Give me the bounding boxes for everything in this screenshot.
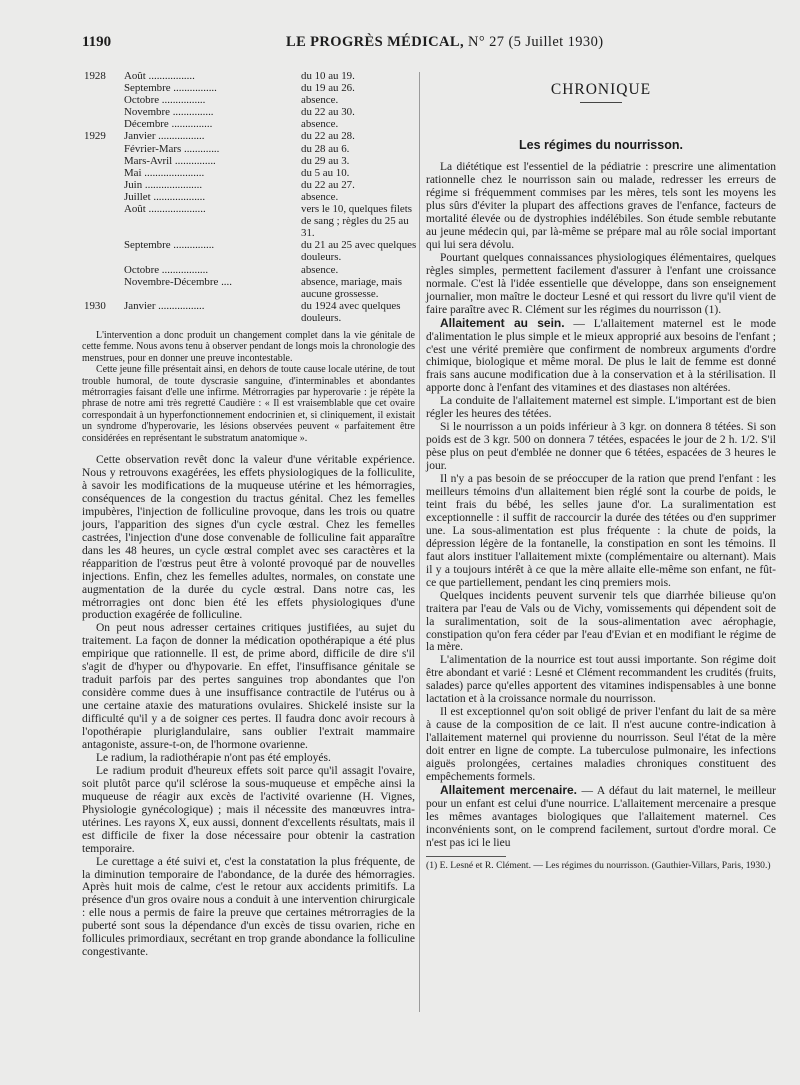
chronology-leader: ..................... (145, 203, 206, 216)
chronology-value: absence. (301, 94, 339, 107)
page-number: 1190 (82, 34, 112, 50)
section-title: CHRONIQUE (550, 81, 652, 98)
paragraph: Pourtant quelques connaissances physiologiques élémentaires, quelques règles simples, permettent facilement d'assurer à l'enfant une croissance normale. C'est là l'idée essentielle que développe, dans son enseignement journalier, mon maître le docteur Lesné et qui ressort du livre qu'il vient de faire paraître avec R. Clément sur les régimes du nourrisson (1). (426, 251, 776, 316)
chronology-row (82, 264, 415, 276)
chronology-row (82, 191, 415, 203)
chronology-month (124, 300, 299, 312)
chronology-leader: ............. (181, 142, 220, 155)
paragraph: Il n'y a pas besoin de se préoccuper de la ration que prend l'enfant : les meilleurs témoins d'un allaitement bien réglé sont la courbe de poids, le teint frais du bébé, les selles jaune d'or. La suralimentation est exceptionnelle : il suffit de raccourcir la durée des tétées ou d'en supprimer une. La sous-alimentation est plus fréquente : la chute de poids, la dépression légère de la fontanelle, la constipation en sont les témoins. Il faut alors instituer l'allaitement mixte (complémentaire ou alternant). Mais il y a toujours intérêt à ce que la mère allaite elle-même son enfant, ne fût-ce que partiellement, pendant les cinq premiers mois. (426, 473, 776, 589)
run-text: — L'allaitement maternel est le mode d'alimentation le plus simple et le mieux approprié aux besoins de l'enfant ; c'est une vérité première que confirment de nombreux arguments d'ordre chimique, biologique et même moral. De plus le lait de femme est donné frais sans aucune modification due à la conservation et à la stérilisation. Il apporte donc à l'enfant des vitamines et des diastases non altérées. (426, 317, 776, 395)
chronology-row (82, 167, 415, 179)
footnote-rule (426, 856, 506, 857)
chronology-leader: ...................... (141, 166, 205, 179)
paragraph (426, 317, 776, 396)
article-body (426, 161, 776, 850)
chronology-leader: ..................... (142, 178, 203, 191)
chronology-month-label: Mai (124, 166, 142, 179)
chronology-leader: .... (218, 275, 232, 288)
chronology-row (82, 276, 415, 300)
chronology-row (82, 106, 415, 118)
chronology-row (82, 300, 415, 324)
chronology-leader: ................ (170, 82, 217, 95)
chronology-value: du 22 au 27. (301, 178, 355, 191)
paragraph: L'intervention a donc produit un changement complet dans la vie génitale de cette femme. Nous avons tenu à observer pendant de longs mois la chronologie des menstrues, pour en donner une preuve incontestable. (82, 329, 415, 364)
chronology-leader: ................... (150, 190, 206, 203)
paragraph: Cette jeune fille présentait ainsi, en dehors de toute cause locale utérine, de tout trouble humoral, de toute dyscrasie sanguine, d'interminables et abondantes métrorragies faisant d'elle une infirme. Métrorragies par hyperovarie : je répète la phrase de notre ami très regretté Caudière : « Il est vraisemblable que cet ovaire correspondait à un hyperfonctionnement endocrinien et, si cliniquement, il existait un syndrome d'hyperovarie, les lésions observées peuvent « parfaitement être considérées en représentant le substratum anatomique ». (82, 364, 415, 444)
paragraph: Le radium, la radiothérapie n'ont pas été employés. (96, 751, 331, 764)
chronology-month-label: Octobre (124, 263, 160, 276)
paragraph: Cette observation revêt donc la valeur d'une véritable expérience. Nous y retrouvons exagérées, les effets physiologiques de la folliculite, à savoir les modifications de la muqueuse utérine et les hémorragies, conséquences de la congestion du tractus génital. Chez les femelles impubères, l'injection de folliculine provoque, dans les trois ou quatre jours, l'apparition des signes d'un cycle œstral. Chez les femelles castrées, l'injection d'une dose convenable de folliculine fait apparaître dans les 48 heures, un cycle œstral complet avec ses caractères et la réapparition de l'œstrus peut être à volonté provoqué par de nouvelles injections. Enfin, chez les femelles adultes, normales, on constate une augmentation de la durée du cycle œstral. Dans notre cas, les métrorragies ont donc bien été les effets physiologiques d'une production exagérée de folliculine. (82, 454, 415, 622)
menstrual-chronology (82, 70, 415, 324)
chronology-value: du 22 au 28. (301, 130, 355, 143)
article-title: Les régimes du nourrisson. (519, 138, 683, 153)
chronology-leader: ................. (145, 70, 195, 82)
chronology-month (124, 239, 299, 251)
chronology-row (82, 70, 415, 82)
paragraph: Il est exceptionnel qu'on soit obligé de priver l'enfant du lait de sa mère à cause de la composition de ce lait. Il n'est aucune contre-indication à l'allaitement maternel qui provienne du nourrisson. Seul l'état de la mère doit entrer en ligne de compte. La tuberculose pulmonaire, les infections aiguës prolongées, certaines maladies chroniques constituent des empêchements formels. (426, 706, 776, 783)
chronology-month-label: Octobre (124, 94, 160, 107)
chronology-year: 1928 (84, 70, 106, 82)
chronology-row (82, 179, 415, 191)
chronology-value: du 19 au 26. (301, 82, 355, 95)
chronology-month-label: Septembre (124, 239, 171, 252)
paragraph: On peut nous adresser certaines critiques justifiées, au sujet du traitement. La façon de donner la médication opothérapique a été plus empirique que rationnelle. Il est, de prime abord, difficile de dire s'il s'agit de d'hyper ou d'hypovarie. En effet, l'insuffisance génitale se traduit parfois par des pertes sanguines trop abondantes que l'on considère comme dues à une insuffisance contractile de l'utérus ou à une certaine ataxie des maturations ovulaires. Shickelé insiste sur la difficulté qu'il y a de soigner ces pertes. Il faudra donc avoir recours à l'opothérapie pluriglandulaire, sans oublier l'extrait mammaire antagoniste, assure-t-on, de l'hormone ovarienne. (82, 622, 415, 751)
chronology-month (124, 94, 299, 106)
chronology-value: du 28 au 6. (301, 142, 350, 155)
chronology-month (124, 106, 299, 118)
column-divider (419, 72, 420, 1012)
footnote: (1) E. Lesné et R. Clément. — Les régimes du nourrisson. (Gauthier-Villars, Paris, 1930.) (426, 859, 771, 871)
chronology-month-label: Septembre (124, 82, 171, 95)
subheading-wet-nursing: Allaitement mercenaire. (440, 782, 577, 797)
run-text: — A défaut du lait maternel, le meilleur pour un enfant est celui d'une nourrice. L'allaitement mercenaire a presque les mêmes avantages biologiques que l'allaitement maternel. Ces inconvénients sont, on le comprend facilement, surtout d'ordre moral. Ce n'est pas ici le lieu (426, 784, 776, 849)
chronology-month (124, 118, 299, 130)
paragraph: Si le nourrisson a un poids inférieur à 3 kgr. on donnera 8 tétées. Si son poids est de 3 kgr. 500 on donnera 7 tétées, espacées le jour de 2 h. 1/2. S'il pèse plus on peut d'emblée ne donner que 6 tétées, espacées de 3 heures le jour. (426, 421, 776, 473)
chronology-value: absence. (301, 118, 339, 131)
chronology-row (82, 82, 415, 94)
paragraph: Quelques incidents peuvent survenir tels que diarrhée bilieuse qu'on traitera par l'eau de Vals ou de Vichy, vomissements qui dépendent soit de la suralimentation, soit de la sous-alimentation avec aérophagie, constipation qu'on fera céder par l'eau d'Evian et en modifiant le régime de la mère. (426, 589, 776, 654)
chronology-month (124, 143, 299, 155)
chronology-month-label: Novembre-Décembre (124, 275, 219, 288)
chronology-month-label: Mars-Avril (124, 154, 173, 167)
chronology-row (82, 239, 415, 263)
paragraph: La diététique est l'essentiel de la pédiatrie : prescrire une alimentation rationnelle chez le nourrisson sain ou malade, redresser les erreurs de régime si fréquemment commises par les mères, tels sont les moyens les plus sûrs d'éviter la plupart des affections graves de l'enfance, facteurs de mortalité élevée ou de dystrophies indélébiles. Son étude semble rebutante au jeune médecin qui, par là-même se prépare mal au rôle social important qui lui sera dévolu. (426, 161, 776, 251)
chronology-month (124, 203, 299, 215)
chronology-month (124, 179, 299, 191)
chronology-leader: ............... (168, 118, 213, 131)
discussion-text (82, 454, 415, 959)
page-header (82, 34, 772, 54)
chronology-month-label: Décembre (124, 118, 169, 131)
paragraph (426, 784, 776, 850)
chronology-value: du 10 au 19. (301, 70, 355, 82)
chronology-row (82, 130, 415, 142)
chronology-value: absence. (301, 263, 339, 276)
chronology-month-label: Janvier (124, 130, 156, 143)
chronology-row (82, 143, 415, 155)
chronology-month-label: Août (124, 203, 146, 216)
chronology-month (124, 155, 299, 167)
chronology-leader: ................. (159, 263, 209, 276)
journal-title (286, 34, 603, 51)
chronology-value: vers le 10, quelques filets de sang ; règles du 25 au 31. (301, 203, 412, 240)
paragraph: Le radium produit d'heureux effets soit parce qu'il assagit l'ovaire, soit plutôt parce qu'il sclérose la sous-muqueuse et empêche ainsi la muqueuse de réagir aux excès de l'activité ovarienne (H. Vignes, Physiologie gynécologique) ; mais il nécessite des manœuvres intra-utérines. Les rayons X, eux aussi, donnent d'excellents résultats, mais il est difficile de fixer la dose nécessaire pour obtenir la castration temporaire. (82, 764, 415, 855)
chronology-leader: ............... (172, 154, 216, 167)
chronology-month (124, 276, 299, 288)
issue-info: N° 27 (5 Juillet 1930) (468, 34, 604, 50)
chronology-month (124, 130, 299, 142)
chronology-row (82, 155, 415, 167)
chronology-row (82, 203, 415, 239)
chronology-value: du 21 au 25 avec quelques douleurs. (301, 239, 417, 264)
chronology-value: du 5 au 10. (301, 166, 350, 179)
journal-name: LE PROGRÈS MÉDICAL, (286, 34, 464, 50)
right-column (426, 70, 776, 871)
chronology-month (124, 70, 299, 82)
subheading-breastfeeding: Allaitement au sein. (440, 315, 565, 330)
chronology-month-label: Août (124, 70, 146, 82)
chronology-value: du 22 au 30. (301, 106, 355, 119)
chronology-value: du 1924 avec quelques douleurs. (301, 299, 401, 324)
chronology-year: 1930 (84, 299, 106, 312)
chronology-value: absence, mariage, mais aucune grossesse. (301, 275, 402, 300)
chronology-value: du 29 au 3. (301, 154, 350, 167)
chronology-month-label: Janvier (124, 299, 156, 312)
chronology-month (124, 167, 299, 179)
paragraph: L'alimentation de la nourrice est tout aussi importante. Son régime doit être abondant et varié : Lesné et Clément recommandent les crudités (fruits, salades) parce qu'elles apportent des vitamines indispensables à une bonne lactation et à la croissance normale du nourrisson. (426, 654, 776, 706)
chronology-month (124, 264, 299, 276)
chronology-value: absence. (301, 190, 339, 203)
chronology-row (82, 118, 415, 130)
chronology-leader: ................ (159, 94, 206, 107)
chronology-leader: ............... (170, 239, 215, 252)
title-rule (580, 102, 622, 103)
observation-notes (82, 330, 415, 444)
chronology-leader: ................. (155, 299, 205, 312)
chronology-month (124, 82, 299, 94)
chronology-month-label: Novembre (124, 106, 170, 119)
chronology-year: 1929 (84, 130, 106, 143)
chronology-row (82, 94, 415, 106)
chronology-month-label: Juillet (124, 190, 151, 203)
chronology-month-label: Février-Mars (124, 142, 182, 155)
chronology-month (124, 191, 299, 203)
chronology-leader: ................. (155, 130, 205, 143)
paragraph: Le curettage a été suivi et, c'est la constatation la plus fréquente, de la diminution temporaire de l'abondance, de la durée des hémorragies. Après huit mois de calme, c'est le retour aux accidents primitifs. La présence d'un gros ovaire nous a conduit à une intervention chirurgicale : elle nous a permis de faire la preuve que certaines métrorragies de la puberté sont sous la dépendance d'un excès de tissu ovarien, riche en follicules primordiaux, secrétant en trop grande abondance la folliculine congestivante. (82, 855, 415, 959)
chronology-leader: ............... (169, 106, 214, 119)
chronology-month-label: Juin (124, 178, 143, 191)
left-column (82, 70, 415, 959)
paragraph: La conduite de l'allaitement maternel est simple. L'important est de bien régler les heures des tétées. (426, 395, 776, 421)
